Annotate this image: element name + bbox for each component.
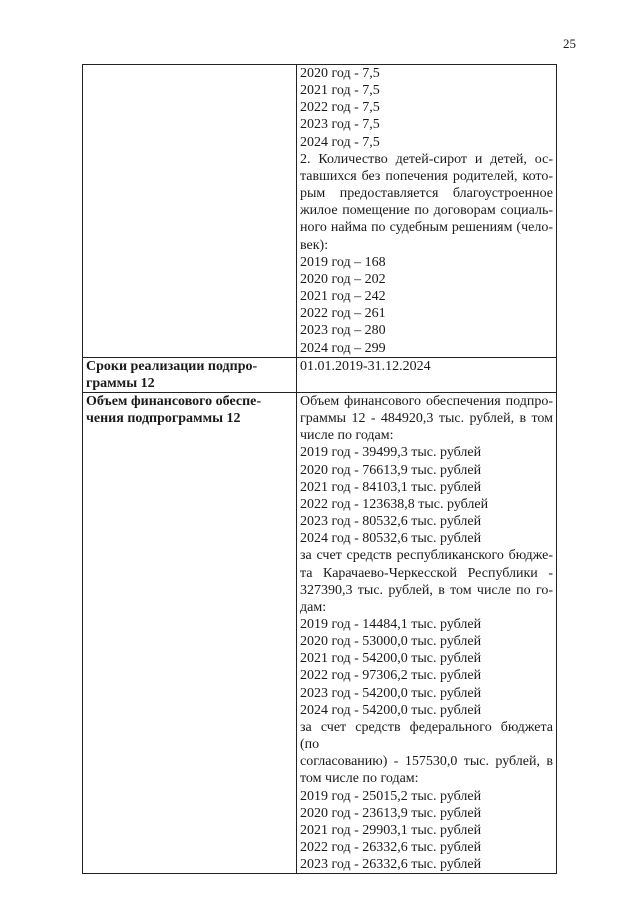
value-line: 2023 год – 280 bbox=[300, 323, 386, 339]
value-line: 2021 год - 54200,0 тыс. рублей bbox=[300, 651, 482, 667]
subprogram-passport-table bbox=[82, 64, 557, 874]
value-line: жилое помещение по договорам социаль- bbox=[300, 203, 553, 219]
value-line: 2. Количество детей-сирот и детей, ос- bbox=[300, 151, 553, 167]
row-label-cell bbox=[83, 357, 297, 392]
value-line: 2021 год - 29903,1 тыс. рублей bbox=[300, 822, 482, 838]
value-line: 2019 год - 14484,1 тыс. рублей bbox=[300, 617, 482, 632]
value-line: 2022 год - 97306,2 тыс. рублей bbox=[300, 668, 482, 684]
value-line: 01.01.2019-31.12.2024 bbox=[300, 358, 431, 374]
value-line: 2021 год – 242 bbox=[300, 289, 386, 305]
value-line: Объем финансового обеспечения подпро- bbox=[300, 393, 553, 409]
value-line: 2020 год - 76613,9 тыс. рублей bbox=[300, 462, 482, 478]
value-line: 2024 год - 7,5 bbox=[300, 134, 380, 150]
value-line: дам: bbox=[300, 599, 327, 615]
value-line: 2022 год - 26332,6 тыс. рублей bbox=[300, 840, 482, 856]
indicator-values-row bbox=[83, 65, 557, 358]
value-line: 2020 год - 7,5 bbox=[300, 66, 380, 81]
value-line: 2023 год - 26332,6 тыс. рублей bbox=[300, 857, 482, 873]
row-label-line: граммы 12 bbox=[86, 375, 155, 391]
value-line: 2024 год - 54200,0 тыс. рублей bbox=[300, 702, 482, 718]
value-line: 2020 год – 202 bbox=[300, 271, 386, 287]
value-line: 2020 год - 23613,9 тыс. рублей bbox=[300, 805, 482, 821]
row-value-cell bbox=[297, 392, 557, 873]
value-line: век): bbox=[300, 237, 329, 253]
row-label-line: Сроки реализации подпро- bbox=[86, 358, 258, 374]
value-line: 2023 год - 54200,0 тыс. рублей bbox=[300, 685, 482, 701]
value-line: согласованию) - 157530,0 тыс. рублей, в bbox=[300, 754, 553, 770]
value-line: за счет средств федерального бюджета (по bbox=[300, 719, 553, 753]
value-line: та Карачаево-Черкесской Республики - bbox=[300, 565, 553, 581]
row-label-cell bbox=[83, 392, 297, 873]
table-body bbox=[83, 65, 557, 874]
value-line: рым предоставляется благоустроенное bbox=[300, 186, 553, 202]
value-line: 2021 год - 84103,1 тыс. рублей bbox=[300, 479, 482, 495]
value-line: 2019 год - 25015,2 тыс. рублей bbox=[300, 788, 482, 804]
value-line: 2022 год – 261 bbox=[300, 306, 386, 322]
row-value-cell bbox=[297, 357, 557, 392]
value-line: 327390,3 тыс. рублей, в том числе по го- bbox=[300, 582, 553, 598]
value-line: граммы 12 - 484920,3 тыс. рублей, в том bbox=[300, 411, 553, 427]
row-label-line: Объем финансового обеспе- bbox=[86, 393, 262, 409]
row-label-cell bbox=[83, 65, 297, 358]
row-value-cell bbox=[297, 65, 557, 358]
funding-volume-row bbox=[83, 392, 557, 873]
value-line: 2023 год - 7,5 bbox=[300, 117, 380, 133]
value-line: тавшихся без попечения родителей, кото- bbox=[300, 168, 553, 184]
value-line: 2022 год - 7,5 bbox=[300, 100, 380, 116]
value-line: 2024 год – 299 bbox=[300, 340, 386, 356]
value-line: 2020 год - 53000,0 тыс. рублей bbox=[300, 634, 482, 650]
value-line: числе по годам: bbox=[300, 428, 394, 444]
value-line: 2019 год – 168 bbox=[300, 254, 386, 270]
value-line: 2023 год - 80532,6 тыс. рублей bbox=[300, 514, 482, 530]
value-line: 2021 год - 7,5 bbox=[300, 83, 380, 99]
value-line: за счет средств республиканского бюдже- bbox=[300, 548, 553, 564]
page-number: 25 bbox=[563, 36, 576, 51]
value-line: 2019 год - 39499,3 тыс. рублей bbox=[300, 445, 482, 461]
row-label-line: чения подпрограммы 12 bbox=[86, 411, 241, 427]
implementation-period-row bbox=[83, 357, 557, 392]
value-line: 2024 год - 80532,6 тыс. рублей bbox=[300, 531, 482, 547]
value-line: 2022 год - 123638,8 тыс. рублей bbox=[300, 496, 489, 512]
value-line: ного найма по судебным решениям (чело- bbox=[300, 220, 553, 236]
value-line: том числе по годам: bbox=[300, 771, 419, 787]
